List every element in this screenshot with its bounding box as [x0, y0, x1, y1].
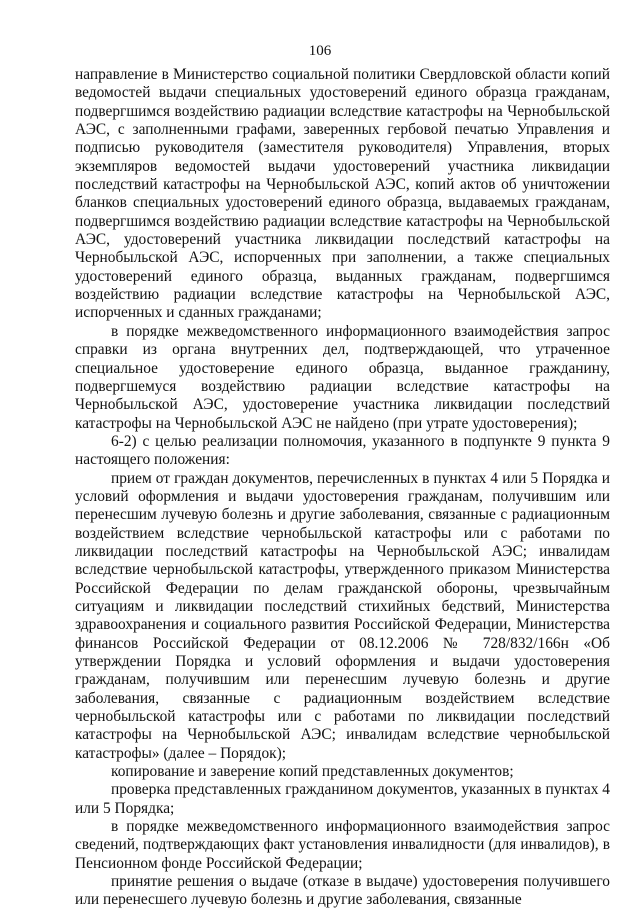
paragraph-6: проверка представленных гражданином документов, указанных в пунктах 4 или 5 Порядка;: [75, 781, 610, 817]
paragraph-7: в порядке межведомственного информационного взаимодействия запрос сведений, подтверждающих факт установления инвалидности (для инвалидов), в Пенсионном фонде Российской Федерации;: [75, 818, 610, 872]
paragraph-8: принятие решения о выдаче (отказе в выдаче) удостоверения получившего или перенесшего лучевую болезнь и другие заболевания, связанные: [75, 873, 610, 909]
page-number: 106: [308, 43, 332, 59]
paragraph-4: прием от граждан документов, перечисленных в пунктах 4 или 5 Порядка и условий оформления и выдачи удостоверения гражданам, получившим или перенесшим лучевую болезнь и другие заболевания, связанные с радиационным воздействием вследствие чернобыльской катастрофы или с работами по ликвидации последствий катастрофы на Чернобыльской АЭС; инвалидам вследствие чернобыльской катастрофы, утвержденного приказом Министерства Российской Федерации по делам гражданской обороны, чрезвычайным ситуациям и ликвидации последствий стихийных бедствий, Министерства здравоохранения и социального развития Российской Федерации, Министерства финансов Российской Федерации от 08.12.2006 № 728/832/166н «Об утверждении Порядка и условий оформления и выдачи удостоверения гражданам, получившим или перенесшим лучевую болезнь и другие заболевания, связанные с радиационным воздействием вследствие чернобыльской катастрофы или с работами по ликвидации последствий катастрофы на Чернобыльской АЭС; инвалидам вследствие чернобыльской катастрофы» (далее – Порядок);: [75, 469, 610, 762]
paragraph-5: копирование и заверение копий представленных документов;: [111, 763, 514, 781]
paragraph-3: 6-2) с целью реализации полномочия, указанного в подпункте 9 пункта 9 настоящего положения:: [75, 432, 610, 469]
paragraph-2: в порядке межведомственного информационного взаимодействия запрос справки из органа внутренних дел, подтверждающей, что утраченное специальное удостоверение единого образца, выданное гражданину, подвергшемуся воздействию радиации вследствие катастрофы на Чернобыльской АЭС, удостоверение участника ликвидации последствий катастрофы на Чернобыльской АЭС не найдено (при утрате удостоверения);: [75, 322, 610, 432]
paragraph-1: направление в Министерство социальной политики Свердловской области копий ведомостей выдачи специальных удостоверений единого образца гражданам, подвергшимся воздействию радиации вследствие катастрофы на Чернобыльской АЭС, с заполненными графами, заверенных гербовой печатью Управления и подписью руководителя (заместителя руководителя) Управления, вторых экземпляров ведомостей выдачи удостоверений участника ликвидации последствий катастрофы на Чернобыльской АЭС, копий актов об уничтожении бланков специальных удостоверений единого образца, выдаваемых гражданам, подвергшимся воздействию радиации вследствие катастрофы на Чернобыльской АЭС, удостоверений участника ликвидации последствий катастрофы на Чернобыльской АЭС, испорченных при заполнении, а также специальных удостоверений единого образца, выданных гражданам, подвергшимся воздействию радиации вследствие катастрофы на Чернобыльской АЭС, испорченных и сданных гражданами;: [75, 66, 610, 322]
document-body: [75, 66, 610, 910]
